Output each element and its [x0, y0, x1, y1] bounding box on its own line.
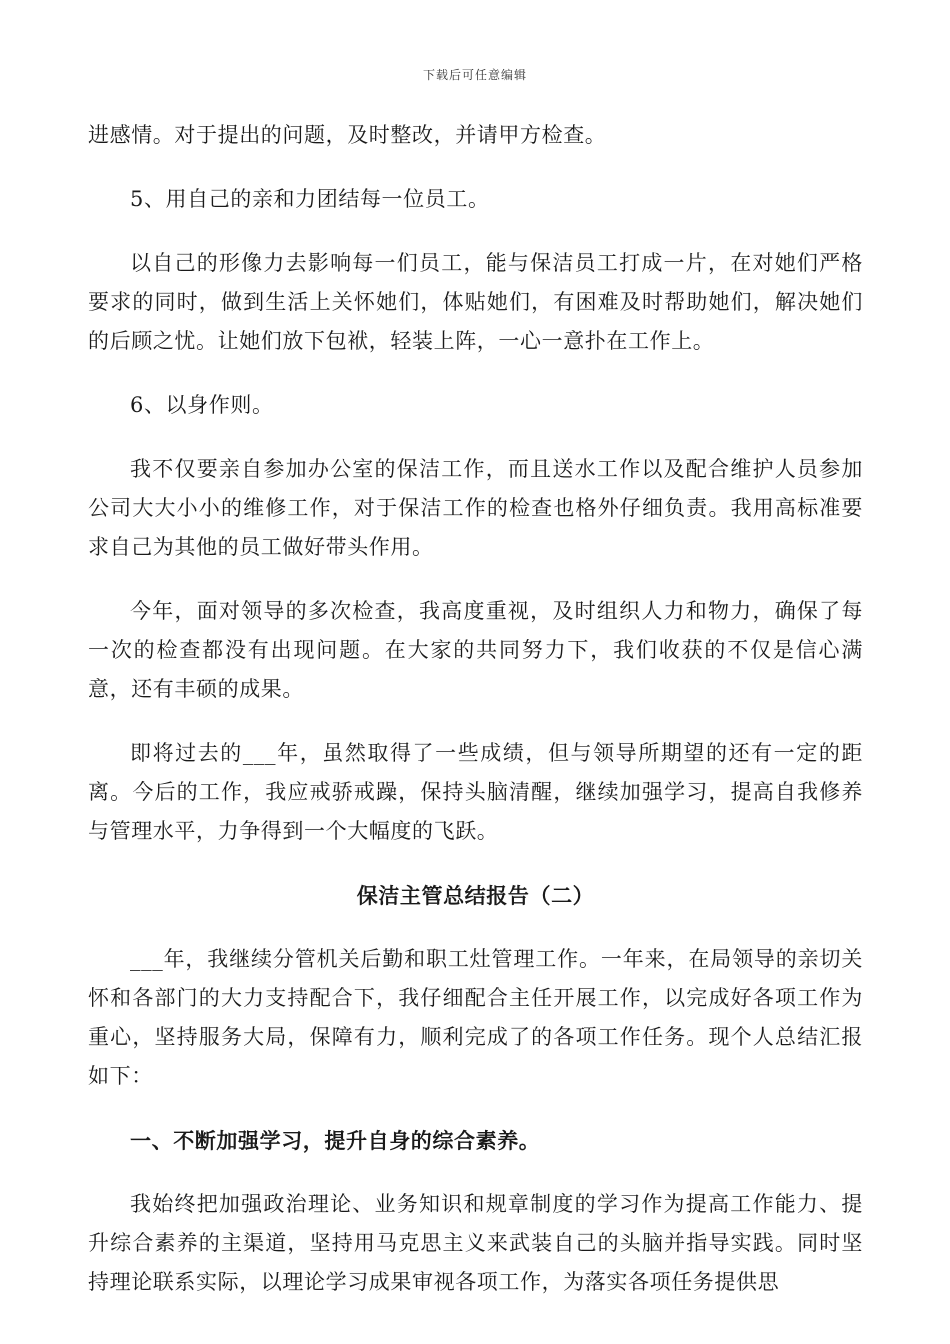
paragraph-continuation: 进感情。对于提出的问题，及时整改，并请甲方检查。: [88, 123, 607, 147]
header-note: 下载后可任意编辑: [422, 68, 527, 82]
paragraph: 我不仅要亲自参加办公室的保洁工作，而且送水工作以及配合维护人员参加公司大大小小的维修工作，对于保洁工作的检查也格外仔细负责。我用高标准要求自己为其他的员工做好带头作用。: [88, 457, 863, 559]
section-title: 保洁主管总结报告（二）: [356, 883, 595, 908]
paragraph: 今年，面对领导的多次检查，我高度重视，及时组织人力和物力，确保了每一次的检查都没有出现问题。在大家的共同努力下，我们收获的不仅是信心满意，还有丰硕的成果。: [88, 599, 863, 701]
paragraph: 我始终把加强政治理论、业务知识和规章制度的学习作为提高工作能力、提升综合素养的主渠道，坚持用马克思主义来武装自己的头脑并指导实践。同时坚持理论联系实际，以理论学习成果审视各项工作，为落实各项任务提供思: [88, 1192, 863, 1294]
document-body: [88, 116, 863, 1327]
paragraph: ___年，我继续分管机关后勤和职工灶管理工作。一年来，在局领导的亲切关怀和各部门的大力支持配合下，我仔细配合主任开展工作，以完成好各项工作为重心，坚持服务大局，保障有力，顺利完成了的各项工作任务。现个人总结汇报如下：: [88, 947, 863, 1088]
list-item-5: 5、用自己的亲和力团结每一位员工。: [130, 187, 490, 211]
paragraph: 即将过去的___年，虽然取得了一些成绩，但与领导所期望的还有一定的距离。今后的工作，我应戒骄戒躁，保持头脑清醒，继续加强学习，提高自我修养与管理水平，力争得到一个大幅度的飞跃。: [88, 741, 863, 843]
list-item-6: 6、以身作则。: [130, 393, 274, 417]
subheading: 一、不断加强学习，提升自身的综合素养。: [130, 1128, 541, 1153]
paragraph: 以自己的形像力去影响每一们员工，能与保洁员工打成一片，在对她们严格要求的同时，做到生活上关怀她们，体贴她们，有困难及时帮助她们，解决她们的后顾之忧。让她们放下包袱，轻装上阵，一心一意扑在工作上。: [88, 251, 863, 353]
